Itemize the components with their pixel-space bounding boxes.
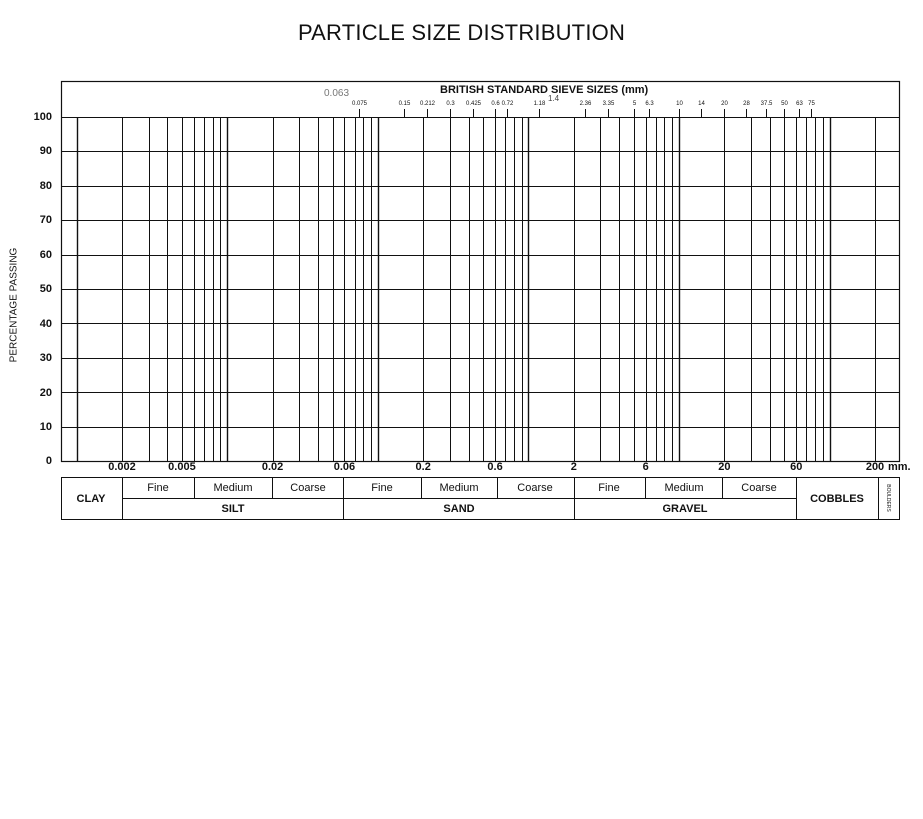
sieve-size-label: 63 [796, 101, 803, 107]
x-tick-label: 2 [570, 461, 577, 473]
sieve-size-label: 0.212 [419, 101, 436, 107]
sieve-size-label: 37.5 [760, 101, 773, 107]
y-tick-label: 60 [39, 249, 52, 261]
silt-label: SILT [221, 503, 245, 515]
sand-fine-label: Fine [371, 482, 393, 494]
gravel-medium-label: Medium [664, 482, 704, 494]
sieve-size-label: 10 [676, 101, 683, 107]
sieve-size-label: 0.15 [398, 101, 411, 107]
sieve-size-label: 20 [721, 101, 728, 107]
handwritten-note: 1.4 [548, 94, 560, 103]
x-tick-label: 0.002 [108, 461, 136, 473]
x-tick-label: 0.06 [333, 461, 356, 473]
sieve-size-label: 2.36 [579, 101, 592, 107]
silt-fine-label: Fine [147, 482, 169, 494]
sieve-sizes-title: BRITISH STANDARD SIEVE SIZES (mm) [440, 84, 649, 96]
sieve-size-label: 50 [781, 101, 788, 107]
sieve-size-label: 28 [743, 101, 750, 107]
gravel-fine-label: Fine [598, 482, 620, 494]
y-tick-label: 0 [45, 455, 52, 467]
sieve-size-label: 0.425 [465, 101, 482, 107]
y-tick-label: 30 [39, 352, 52, 364]
sieve-size-label: 0.6 [491, 101, 500, 107]
sand-label: SAND [443, 503, 475, 515]
y-tick-label: 10 [39, 421, 52, 433]
sieve-size-label: 6.3 [645, 101, 654, 107]
sieve-size-label: 0.075 [351, 101, 368, 107]
sand-medium-label: Medium [439, 482, 479, 494]
y-tick-label: 90 [39, 145, 52, 157]
sieve-size-label: 14 [698, 101, 705, 107]
x-tick-label: 60 [790, 461, 803, 473]
chart-title: PARTICLE SIZE DISTRIBUTION [297, 20, 626, 45]
x-tick-label: 0.005 [168, 461, 196, 473]
x-tick-label: 0.6 [487, 461, 503, 473]
handwritten-note: 0.063 [324, 88, 350, 99]
silt-coarse-label: Coarse [290, 482, 326, 494]
y-tick-label: 40 [39, 318, 52, 330]
gravel-label: GRAVEL [662, 503, 708, 515]
y-tick-label: 100 [33, 111, 52, 123]
clay-label: CLAY [76, 493, 106, 505]
silt-medium-label: Medium [213, 482, 253, 494]
y-tick-label: 80 [39, 180, 52, 192]
x-tick-label: 0.2 [415, 461, 431, 473]
y-tick-label: 70 [39, 214, 52, 226]
sieve-size-label: 1.18 [533, 101, 546, 107]
boulders-label: BOULDERS [885, 484, 891, 512]
cobbles-label: COBBLES [810, 493, 864, 505]
x-tick-label: 0.02 [261, 461, 284, 473]
x-tick-label: 200 [865, 461, 885, 473]
y-axis-label: PERCENTAGE PASSING [8, 247, 20, 363]
sieve-size-label: 75 [808, 101, 815, 107]
x-axis-unit: mm. [888, 461, 911, 473]
y-tick-label: 20 [39, 387, 52, 399]
x-tick-label: 20 [718, 461, 731, 473]
sieve-size-label: 0.3 [446, 101, 455, 107]
gravel-coarse-label: Coarse [741, 482, 777, 494]
sieve-size-label: 5 [632, 101, 637, 107]
sieve-size-label: 3.35 [602, 101, 615, 107]
y-tick-label: 50 [39, 283, 52, 295]
sand-coarse-label: Coarse [517, 482, 553, 494]
sieve-size-label: 0.72 [501, 101, 514, 107]
x-tick-label: 6 [642, 461, 649, 473]
